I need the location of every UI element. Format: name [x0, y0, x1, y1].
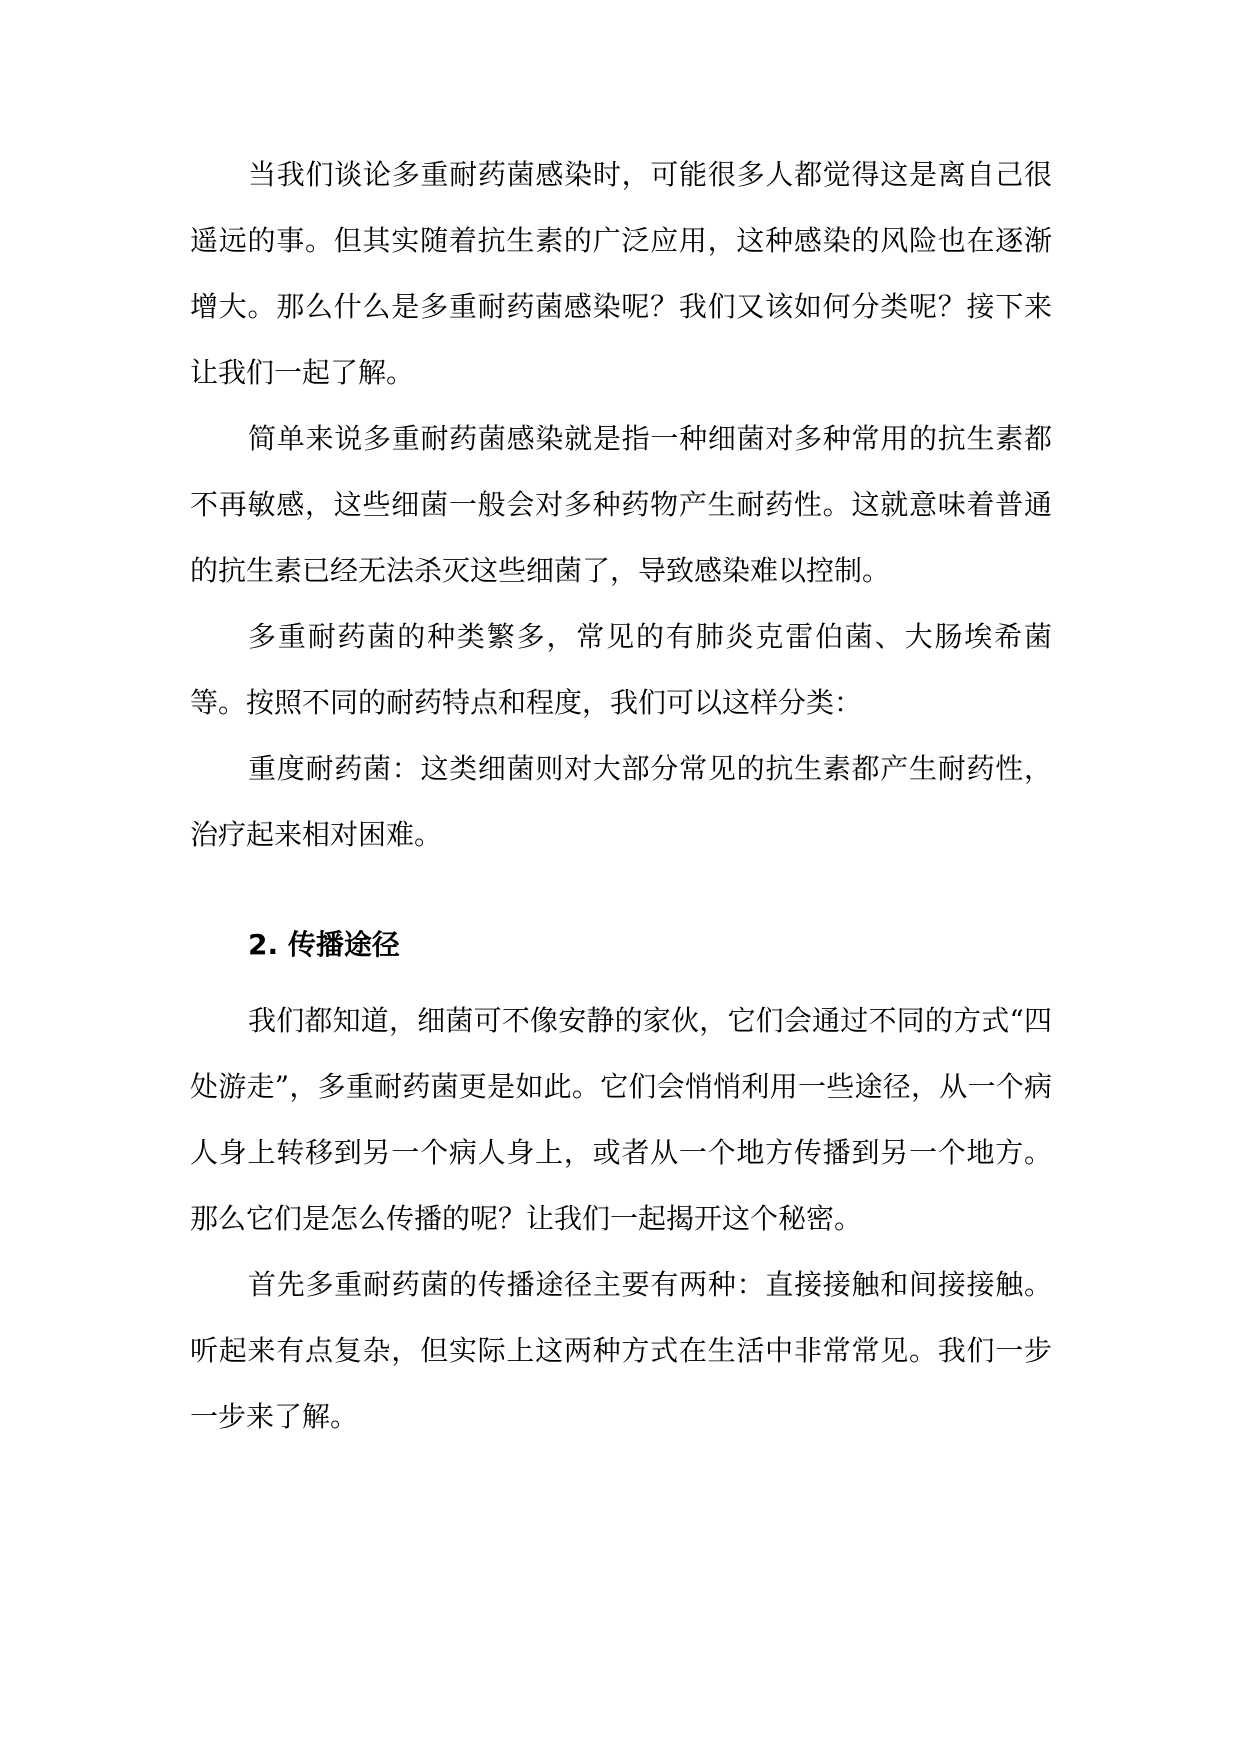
section-heading-transmission: 2. 传播途径	[248, 928, 400, 961]
paragraph-transmission-routes: 首先多重耐药菌的传播途径主要有两种：直接接触和间接接触。听起来有点复杂，但实际上这两种方式在生活中非常常见。我们一步一步来了解。	[190, 1268, 1052, 1433]
paragraph-severe-resistance: 重度耐药菌：这类细菌则对大部分常见的抗生素都产生耐药性，治疗起来相对困难。	[190, 752, 1052, 851]
paragraph-definition: 简单来说多重耐药菌感染就是指一种细菌对多种常用的抗生素都不再敏感，这些细菌一般会对多种药物产生耐药性。这就意味着普通的抗生素已经无法杀灭这些细菌了，导致感染难以控制。	[190, 422, 1052, 587]
document-body	[190, 142, 1052, 1450]
paragraph-intro: 当我们谈论多重耐药菌感染时，可能很多人都觉得这是离自己很遥远的事。但其实随着抗生素的广泛应用，这种感染的风险也在逐渐增大。那么什么是多重耐药菌感染呢？我们又该如何分类呢？接下来让我们一起了解。	[190, 158, 1052, 389]
paragraph-transmission-intro: 我们都知道，细菌可不像安静的家伙，它们会通过不同的方式“四处游走”，多重耐药菌更是如此。它们会悄悄利用一些途径，从一个病人身上转移到另一个病人身上，或者从一个地方传播到另一个地方。那么它们是怎么传播的呢？让我们一起揭开这个秘密。	[190, 1004, 1052, 1235]
paragraph-classification: 多重耐药菌的种类繁多，常见的有肺炎克雷伯菌、大肠埃希菌等。按照不同的耐药特点和程度，我们可以这样分类：	[190, 620, 1052, 719]
